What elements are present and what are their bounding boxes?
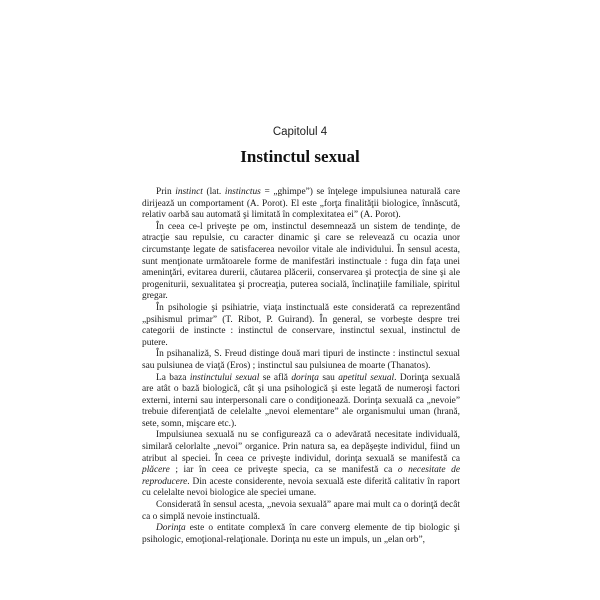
chapter-body (142, 187, 460, 546)
paragraph (142, 373, 460, 431)
paragraph (142, 222, 460, 303)
italic-term: plăcere (142, 465, 170, 476)
text-run: . Din aceste considerente, nevoia sexuală este diferită calitativ în raport cu celelalte nevoi biologice ale speciei umane. (142, 476, 460, 499)
text-run: (lat. (202, 187, 225, 197)
paragraph (142, 303, 460, 349)
italic-term: Dorinţa (156, 523, 186, 534)
text-run: sau (318, 372, 339, 383)
chapter-number: Capitolul 4 (272, 126, 328, 138)
italic-term: instinct (175, 187, 203, 197)
text-run: În ceea ce-l priveşte pe om, instinctul desemnează un sistem de tendinţe, de atracţie sau repulsie, cu caracter dinamic şi care se relevează cu ocazia unor circumstanţe legate de satisfacerea nevoilor vitale ale individului. În sensul acesta, sunt menţionate următoarele forme de manifestări instinctuale : fuga din faţa unei ameninţări, evitarea durerii, căutarea plăcerii, conservarea şi protecţia de sine şi ale progeniturii, sexualitatea şi procreaţia, puterea socială, înclinaţiile familiale, spiritul gregar. (142, 221, 460, 302)
italic-term: instinctus (224, 187, 261, 197)
text-run: este o entitate complexă în care converg elemente de tip biologic şi psihologic, emoţional-relaţionale. Dorinţa nu este un impuls, un „elan orb”, (142, 523, 460, 545)
text-run: . Dorinţa sexuală are atât o bază biologică, cât şi una psihologică şi este legată de numeroşi factori externi, interni sau interpersonali care o condiţionează. Dorinţa sexuală ca „nevoie” trebuie diferenţiată de celelalte „nevoi elementare” ale organismului uman (hrană, sete, somn, mişcare etc.). (142, 372, 461, 429)
text-run: Impulsiunea sexuală nu se configurează ca o adevărată necesitate individuală, similară celorlalte „nevoi” organice. Prin natura sa, ea depăşeşte individul, fiind un atribut al speciei. În ceea ce priveşte individul, dorinţa sexuală se manifestă ca (142, 430, 460, 464)
paragraph (142, 523, 460, 546)
italic-term: o necesitate de reproducere (142, 465, 460, 487)
paragraph (142, 500, 460, 523)
text-run: = „ghimpe”) se înţelege impulsiunea naturală care dirijează un comportament (A. Porot). El este „forţa finalităţii biologice, înnăscută, relativ oarbă sau automată şi limitată în complexitatea ei” (A. Porot). (142, 187, 460, 221)
text-run: Prin (156, 187, 176, 197)
text-run: ; iar în ceea ce priveşte specia, ca se manifestă ca (169, 465, 398, 476)
chapter-title: Instinctul sexual (240, 147, 360, 166)
text-run: se află (259, 372, 292, 383)
text-run: Considerată în sensul acesta, „nevoia sexuală” apare mai mult ca o dorinţă decât ca o simplă nevoie instinctuală. (142, 500, 460, 522)
text-run: La baza (156, 372, 190, 383)
text-run: În psihanaliză, S. Freud distinge două mari tipuri de instincte : instinctul sexual sau pulsiunea de viaţă (Eros) ; instinctul sau pulsiunea de moarte (Thanatos). (142, 349, 460, 371)
paragraph (142, 430, 460, 500)
italic-term: instinctului sexual (189, 372, 260, 383)
text-run: În psihologie şi psihiatrie, viaţa instinctuală este considerată ca reprezentând „psihismul primar” (T. Ribot, P. Guirand). În general, se vorbeşte despre trei categorii de instincte : instinctul de conservare, instinctul sexual, instinctul de putere. (142, 302, 460, 348)
paragraph (142, 349, 460, 372)
paragraph (142, 187, 460, 222)
italic-term: dorinţa (291, 372, 319, 383)
italic-term: apetitul sexual (338, 372, 395, 383)
